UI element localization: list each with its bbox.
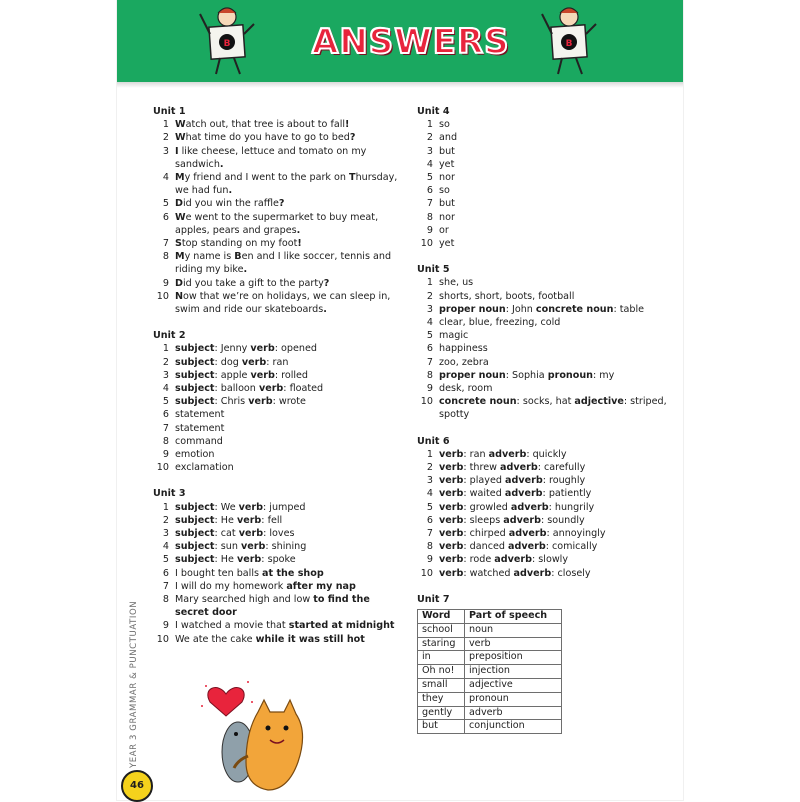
list-item [417,211,667,224]
list-item [417,382,667,395]
item-number: 2 [426,462,433,474]
table-header-part-of-speech: Part of speech [465,610,562,624]
item-number: 5 [426,172,433,183]
table-cell-word: school [418,623,465,637]
item-answer: verb: rode adverb: slowly [439,554,569,566]
item-number: 6 [162,567,169,579]
item-number: 10 [156,633,169,645]
unit-5-list [417,276,667,421]
list-item [417,224,667,237]
table-cell-word: Oh no! [418,665,465,679]
item-number: 3 [426,475,433,487]
unit-5 [417,263,667,421]
list-item [153,540,403,553]
item-number: 8 [162,435,169,447]
item-number: 4 [162,541,169,553]
item-number: 7 [426,198,433,210]
item-number: 7 [162,238,169,250]
list-item [153,580,403,593]
item-number: 5 [162,554,169,566]
item-answer: subject: He verb: spoke [175,554,296,566]
item-answer: yet [439,238,455,250]
list-item [417,514,667,527]
list-item [417,276,667,289]
unit-2-title: Unit 2 [153,330,186,342]
table-row [418,692,562,706]
unit-6-title: Unit 6 [417,435,450,447]
item-answer: but [439,145,455,157]
item-answer: statement [175,409,225,421]
table-row [418,623,562,637]
list-item [153,527,403,540]
list-item [417,567,667,580]
list-item [417,145,667,158]
table-cell-part-of-speech: pronoun [465,692,562,706]
item-number: 1 [426,119,433,131]
item-answer: verb: waited adverb: patiently [439,488,592,500]
item-answer: proper noun: John concrete noun: table [439,303,645,315]
item-answer: nor [439,172,455,183]
unit-7-title: Unit 7 [417,593,450,605]
item-number: 1 [162,119,169,131]
list-item [417,329,667,342]
item-answer: I like cheese, lettuce and tomato on my sandwich. [175,145,367,170]
svg-text:B: B [223,39,231,49]
list-item [153,422,403,435]
table-cell-part-of-speech: adverb [465,706,562,720]
list-item [153,237,403,250]
unit-1-title: Unit 1 [153,106,186,117]
unit-1 [153,105,403,316]
unit-5-title: Unit 5 [417,264,450,276]
boy-holding-book-icon [534,4,604,76]
item-number: 6 [426,343,433,355]
item-answer: We ate the cake while it was still hot [175,633,365,645]
unit-6-list [417,448,667,580]
unit-2-list [153,342,403,474]
item-answer: yet [439,158,455,170]
list-item [417,118,667,131]
item-answer: I watched a movie that started at midnight [175,620,395,632]
item-number: 5 [162,198,169,210]
banner-shadow [117,82,683,88]
list-item [417,448,667,461]
item-number: 3 [426,303,433,315]
table-header-word: Word [418,610,465,624]
list-item [417,184,667,197]
item-number: 1 [162,501,169,513]
item-number: 2 [162,514,169,526]
list-item [153,250,403,276]
item-answer: zoo, zebra [439,356,489,368]
item-answer: My name is Ben and I like soccer, tennis and riding my bike. [175,251,392,276]
list-item [417,487,667,500]
item-number: 8 [162,251,169,263]
list-item [153,514,403,527]
item-number: 10 [420,238,433,250]
item-number: 1 [426,448,433,460]
table-row [418,720,562,734]
item-answer: Stop standing on my foot! [175,238,302,250]
item-answer: Did you take a gift to the party? [175,277,330,289]
item-number: 9 [162,620,169,632]
item-answer: verb: threw adverb: carefully [439,462,586,474]
item-answer: subject: cat verb: loves [175,528,295,540]
list-item [153,171,403,197]
item-number: 1 [162,343,169,355]
item-answer: subject: Jenny verb: opened [175,343,317,355]
unit-2 [153,329,403,474]
item-number: 4 [426,158,433,170]
list-item [417,197,667,210]
list-item [153,145,403,171]
item-answer: or [439,224,449,236]
item-answer: subject: He verb: fell [175,514,283,526]
list-item [153,382,403,395]
list-item [153,118,403,131]
answers-left-column [153,105,403,659]
item-answer: verb: watched adverb: closely [439,567,591,579]
list-item [153,342,403,355]
list-item [417,474,667,487]
item-answer: command [175,435,223,447]
table-row [418,665,562,679]
item-number: 8 [426,369,433,381]
item-answer: nor [439,211,455,223]
item-answer: magic [439,330,469,342]
list-item [153,553,403,566]
item-number: 9 [162,277,169,289]
table-header-row [418,610,562,624]
table-cell-part-of-speech: preposition [465,651,562,665]
item-number: 10 [420,396,433,408]
item-number: 8 [426,541,433,553]
item-number: 2 [426,132,433,144]
item-number: 10 [420,567,433,579]
unit-3-title: Unit 3 [153,488,186,500]
unit-7 [417,593,667,734]
list-item [417,501,667,514]
unit-1-list [153,118,403,316]
item-number: 4 [162,172,169,183]
item-number: 6 [162,409,169,421]
item-answer: shorts, short, boots, football [439,290,575,302]
item-answer: so [439,119,450,131]
table-cell-word: they [418,692,465,706]
list-item [153,461,403,474]
list-item [153,211,403,237]
svg-text:B: B [565,39,573,49]
item-number: 4 [162,383,169,395]
table-cell-part-of-speech: verb [465,637,562,651]
list-item [417,303,667,316]
table-row [418,651,562,665]
list-item [417,527,667,540]
item-number: 6 [426,185,433,197]
item-number: 2 [426,290,433,302]
item-answer: verb: ran adverb: quickly [439,448,567,460]
item-number: 6 [426,514,433,526]
list-item [417,540,667,553]
item-number: 5 [426,501,433,513]
item-number: 2 [162,356,169,368]
spine-title: YEAR 3 GRAMMAR & PUNCTUATION [129,600,139,768]
item-number: 8 [162,594,169,606]
item-answer: verb: sleeps adverb: soundly [439,514,585,526]
item-answer: proper noun: Sophia pronoun: my [439,369,615,381]
list-item [153,369,403,382]
list-item [417,158,667,171]
item-answer: Mary searched high and low to find the secret door [175,594,370,619]
table-row [418,637,562,651]
list-item [153,408,403,421]
table-cell-part-of-speech: injection [465,665,562,679]
item-answer: exclamation [175,462,234,474]
list-item [153,131,403,144]
table-cell-word: staring [418,637,465,651]
item-answer: emotion [175,449,215,461]
item-answer: happiness [439,343,488,355]
list-item [417,316,667,329]
item-answer: subject: apple verb: rolled [175,369,309,381]
item-number: 9 [162,449,169,461]
list-item [417,369,667,382]
item-answer: Watch out, that tree is about to fall! [175,119,350,131]
item-answer: Now that we’re on holidays, we can sleep in, swim and ride our skateboards. [175,290,391,316]
page-title: ANSWERS [312,22,510,62]
item-answer: statement [175,422,225,434]
list-item [417,342,667,355]
item-answer: I will do my homework after my nap [175,580,356,592]
item-number: 3 [162,369,169,381]
item-answer: I bought ten balls at the shop [175,567,324,579]
item-number: 4 [426,317,433,329]
list-item [153,197,403,210]
list-item [417,356,667,369]
item-answer: verb: played adverb: roughly [439,475,586,487]
list-item [417,461,667,474]
item-number: 7 [162,422,169,434]
item-number: 10 [156,290,169,302]
table-cell-word: in [418,651,465,665]
item-answer: subject: We verb: jumped [175,501,306,513]
item-number: 4 [426,488,433,500]
item-answer: My friend and I went to the park on Thursday, we had fun. [175,172,398,197]
table-cell-part-of-speech: noun [465,623,562,637]
table-row [418,706,562,720]
list-item [417,290,667,303]
table-cell-part-of-speech: adjective [465,679,562,693]
unit-6 [417,435,667,580]
item-number: 1 [426,277,433,289]
item-answer: Did you win the raffle? [175,198,285,210]
answers-right-column [417,105,667,747]
list-item [153,593,403,619]
list-item [153,277,403,290]
table-cell-word: gently [418,706,465,720]
list-item [417,237,667,250]
table-cell-word: small [418,679,465,693]
item-number: 6 [162,211,169,223]
item-number: 9 [426,383,433,395]
list-item [153,290,403,316]
item-number: 2 [162,132,169,144]
item-answer: subject: sun verb: shining [175,541,307,553]
boy-holding-book-icon [192,4,262,76]
item-answer: verb: growled adverb: hungrily [439,501,595,513]
item-answer: We went to the supermarket to buy meat, apples, pears and grapes. [175,211,379,236]
item-number: 8 [426,211,433,223]
list-item [153,633,403,646]
item-number: 9 [426,224,433,236]
item-number: 10 [156,462,169,474]
list-item [153,619,403,632]
item-answer: What time do you have to go to bed? [175,132,356,144]
list-item [153,567,403,580]
unit-4-list [417,118,667,250]
list-item [153,356,403,369]
item-number: 9 [426,554,433,566]
unit-3-list [153,501,403,646]
list-item [153,501,403,514]
table-cell-part-of-speech: conjunction [465,720,562,734]
list-item [417,131,667,144]
item-answer: but [439,198,455,210]
item-answer: desk, room [439,383,493,395]
item-answer: verb: chirped adverb: annoyingly [439,528,606,540]
item-number: 5 [162,396,169,408]
item-answer: subject: balloon verb: floated [175,383,324,395]
item-answer: clear, blue, freezing, cold [439,317,561,329]
item-number: 3 [162,528,169,540]
list-item [417,171,667,184]
item-number: 3 [162,145,169,157]
list-item [153,448,403,461]
list-item [417,395,667,421]
item-answer: and [439,132,458,144]
item-answer: subject: Chris verb: wrote [175,396,306,408]
item-answer: subject: dog verb: ran [175,356,289,368]
table-cell-word: but [418,720,465,734]
list-item [153,435,403,448]
item-number: 3 [426,145,433,157]
item-number: 7 [426,356,433,368]
table-body [418,623,562,733]
item-number: 7 [162,580,169,592]
list-item [153,395,403,408]
table-row [418,679,562,693]
item-answer: she, us [439,277,474,289]
heart-icon [201,681,253,716]
item-number: 7 [426,528,433,540]
parts-of-speech-table [417,609,562,734]
item-answer: so [439,185,450,197]
unit-4-title: Unit 4 [417,106,450,117]
item-answer: concrete noun: socks, hat adjective: striped, spotty [439,396,667,421]
cat-hugging-fish-icon [198,672,328,797]
item-answer: verb: danced adverb: comically [439,541,598,553]
unit-4 [417,105,667,250]
list-item [417,553,667,566]
page-number: 46 [121,770,153,802]
unit-3 [153,487,403,645]
item-number: 5 [426,330,433,342]
